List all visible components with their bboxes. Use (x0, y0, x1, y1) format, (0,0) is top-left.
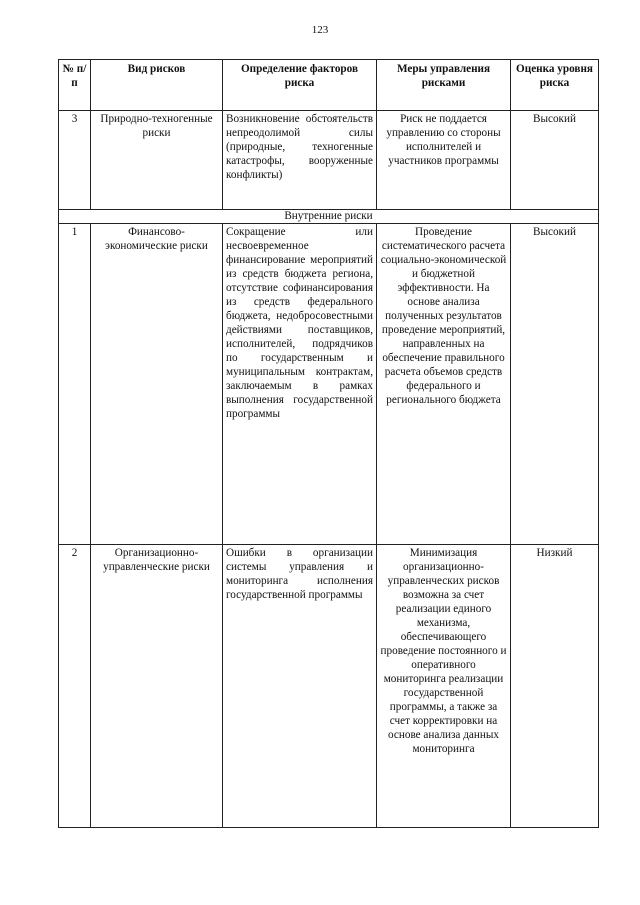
row-kind: Природно-техногенные риски (91, 111, 223, 210)
header-factors: Определение факторов риска (223, 60, 377, 111)
row-level: Высокий (511, 224, 599, 545)
table-row (59, 545, 599, 828)
row-factors: Сокращение или несвоевременное финансирование мероприятий из средств бюджета региона, отсутствие софинансирования из средств федерального бюджета, недобросовестными действиями поставщиков, исполнителей, подрядчиков по государственным и муниципальным контрактам, заключаемым в рамках выполнения государственной программы (223, 224, 377, 545)
row-measures: Риск не поддается управлению со стороны исполнителей и участников программы (377, 111, 511, 210)
header-level: Оценка уровня риска (511, 60, 599, 111)
section-internal-risks: Внутренние риски (59, 210, 599, 224)
row-level: Высокий (511, 111, 599, 210)
row-factors: Возникновение обстоятельств непреодолимой силы (природные, техногенные катастрофы, вооруженные конфликты) (223, 111, 377, 210)
table-row (59, 111, 599, 210)
risk-table (58, 59, 599, 828)
section-row (59, 210, 599, 224)
table-header-row (59, 60, 599, 111)
header-measures: Меры управления рисками (377, 60, 511, 111)
row-kind: Организационно-управленческие риски (91, 545, 223, 828)
row-measures: Минимизация организационно-управленческих рисков возможна за счет реализации единого механизма, обеспечивающего проведение постоянного и оперативного мониторинга реализации государственной программы, а также за счет корректировки на основе анализа данных мониторинга (377, 545, 511, 828)
row-num: 3 (59, 111, 91, 210)
row-num: 1 (59, 224, 91, 545)
header-kind: Вид рисков (91, 60, 223, 111)
table-row (59, 224, 599, 545)
page-number: 123 (311, 24, 329, 36)
row-measures: Проведение систематического расчета социально-экономической и бюджетной эффективности. На основе анализа полученных результатов проведение мероприятий, направленных на обеспечение правильного расчета объемов средств федерального и регионального бюджета (377, 224, 511, 545)
row-kind: Финансово-экономические риски (91, 224, 223, 545)
row-factors: Ошибки в организации системы управления и мониторинга исполнения государственной программы (223, 545, 377, 828)
row-level: Низкий (511, 545, 599, 828)
row-num: 2 (59, 545, 91, 828)
header-num: № п/п (59, 60, 91, 111)
